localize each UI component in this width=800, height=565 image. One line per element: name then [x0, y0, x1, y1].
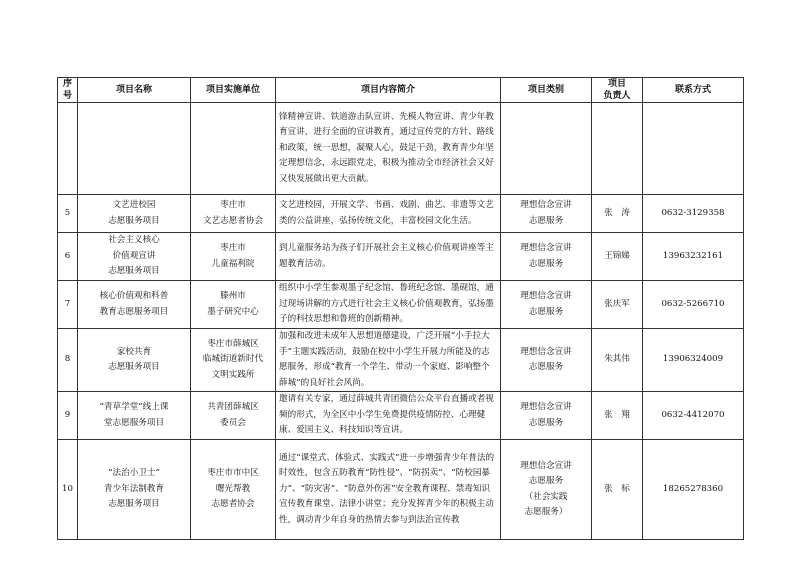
row-unit: 枣庄市 儿童福利院 — [191, 233, 276, 281]
header-contact: 联系方式 — [643, 78, 744, 103]
header-seq: 序号 — [58, 78, 78, 103]
row-contact: 18265278360 — [643, 440, 744, 540]
table-row — [58, 281, 744, 329]
row-project-name: 核心价值观和科普 教育志愿服务项目 — [78, 281, 191, 329]
row-category: 理想信念宣讲 志愿服务 （社会实践 志愿服务） — [501, 440, 592, 540]
row-contact: 0632-4412070 — [643, 392, 744, 440]
header-leader: 项目 负责人 — [592, 78, 643, 103]
row-project-name: 家校共育 志愿服务项目 — [78, 329, 191, 392]
row-seq: 8 — [58, 329, 78, 392]
row-unit: 枣庄市薛城区 临城街道新时代 文明实践所 — [191, 329, 276, 392]
row-contact — [643, 103, 744, 195]
row-seq: 10 — [58, 440, 78, 540]
row-contact: 13906324009 — [643, 329, 744, 392]
row-content: 通过“课堂式、体验式、实践式”进一步增强青少年普法的时效性，包含五防教育“防性侵”、“防拐卖”、“防校园暴力”、“防灾害”、“防意外伤害”安全教育课程、禁毒知识宣传教育课堂、法律小讲堂；充分发挥青少年的积极主动性，调动青少年自身的热情去参与到法治宣传教 — [276, 440, 501, 540]
row-content: 锋精神宣讲、铁道游击队宣讲、先模人物宣讲、青少年教育宣讲，进行全面的宣讲教育，通过宣传党的方针、路线和政策，统一思想，凝聚人心，鼓足干劲，教育青少年坚定理想信念，永远跟党走，积极为推动全市经济社会又好又快发展做出更大贡献。 — [276, 103, 501, 195]
row-project-name: 文艺进校园 志愿服务项目 — [78, 195, 191, 233]
row-category: 理想信念宣讲 志愿服务 — [501, 329, 592, 392]
table-row — [58, 329, 744, 392]
row-unit: 滕州市 墨子研究中心 — [191, 281, 276, 329]
header-category: 项目类别 — [501, 78, 592, 103]
row-leader: 张 翔 — [592, 392, 643, 440]
row-leader: 张 涛 — [592, 195, 643, 233]
header-content: 项目内容简介 — [276, 78, 501, 103]
row-seq — [58, 103, 78, 195]
row-unit: 枣庄市 文艺志愿者协会 — [191, 195, 276, 233]
row-leader: 王锦娣 — [592, 233, 643, 281]
project-table — [57, 77, 744, 540]
row-category — [501, 103, 592, 195]
row-contact: 13963232161 — [643, 233, 744, 281]
row-content: 加强和改进未成年人思想道德建设，广泛开展“小手拉大手”主题实践活动，鼓励在校中小学生开展力所能及的志愿服务，形成“教育一个学生、带动一个家庭、影响整个薛城”的良好社会风尚。 — [276, 329, 501, 392]
table-header-row — [58, 78, 744, 103]
table-row — [58, 440, 744, 540]
table-row — [58, 103, 744, 195]
row-category: 理想信念宣讲 志愿服务 — [501, 195, 592, 233]
table-row — [58, 233, 744, 281]
row-leader — [592, 103, 643, 195]
row-content: 到儿童服务站为孩子们开展社会主义核心价值观讲座等主题教育活动。 — [276, 233, 501, 281]
table-row — [58, 392, 744, 440]
row-seq: 7 — [58, 281, 78, 329]
row-seq: 5 — [58, 195, 78, 233]
header-unit: 项目实施单位 — [191, 78, 276, 103]
row-project-name: “青草学堂”线上课 堂志愿服务项目 — [78, 392, 191, 440]
row-unit: 枣庄市市中区 曙光帮教 志愿者协会 — [191, 440, 276, 540]
row-project-name: “法治小卫士” 青少年法制教育 志愿服务项目 — [78, 440, 191, 540]
row-leader: 张庆军 — [592, 281, 643, 329]
row-content: 组织中小学生参观墨子纪念馆、鲁班纪念馆、墨砚馆，通过现场讲解的方式进行社会主义核心价值观教育，弘扬墨子的科技思想和鲁班的创新精神。 — [276, 281, 501, 329]
row-content: 邀请有关专家，通过薛城共青团微信公众平台直播或者视频的形式，为全区中小学生免费提供疫情防控、心理健康、爱国主义、科技知识等宣讲。 — [276, 392, 501, 440]
volunteer-project-table-page — [57, 77, 743, 540]
row-content: 文艺进校园，开展文学、书画、戏剧、曲艺、非遗等文艺类的公益讲座，弘扬传统文化，丰富校园文化生活。 — [276, 195, 501, 233]
row-leader: 张 标 — [592, 440, 643, 540]
row-contact: 0632-3129358 — [643, 195, 744, 233]
row-category: 理想信念宣讲 志愿服务 — [501, 392, 592, 440]
header-name: 项目名称 — [78, 78, 191, 103]
row-leader: 朱其伟 — [592, 329, 643, 392]
row-unit: 共青团薛城区 委员会 — [191, 392, 276, 440]
row-unit — [191, 103, 276, 195]
row-project-name — [78, 103, 191, 195]
row-project-name: 社会主义核心 价值观宣讲 志愿服务项目 — [78, 233, 191, 281]
row-category: 理想信念宣讲 志愿服务 — [501, 281, 592, 329]
row-category: 理想信念宣讲 志愿服务 — [501, 233, 592, 281]
table-row — [58, 195, 744, 233]
row-seq: 6 — [58, 233, 78, 281]
row-contact: 0632-5266710 — [643, 281, 744, 329]
row-seq: 9 — [58, 392, 78, 440]
